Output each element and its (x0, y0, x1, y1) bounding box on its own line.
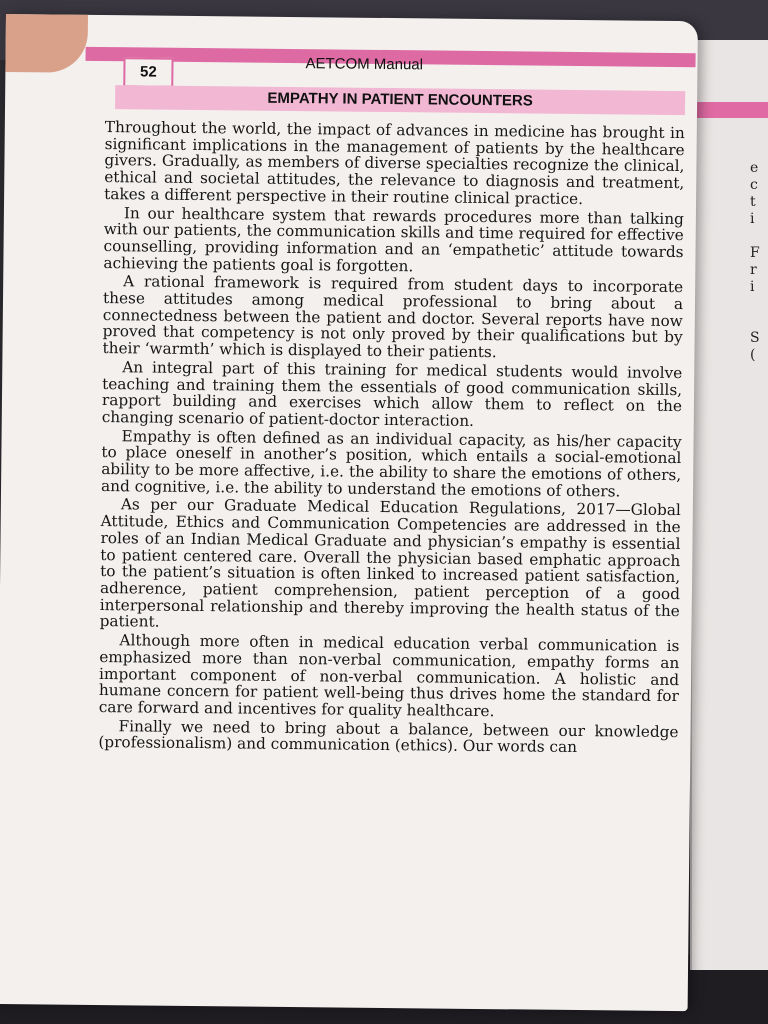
section-title: EMPATHY IN PATIENT ENCOUNTERS (115, 85, 685, 115)
book-page (0, 14, 698, 1011)
paragraph: An integral part of this training for medical students would involve teaching and training them the essentials of good communication skills, rapport building and exercises which allow them to reflect on the changing scenario of patient-doctor interaction. (101, 358, 683, 430)
paragraph: Although more often in medical education verbal communication is emphasized more than non-verbal communication, empathy forms an important component of non-verbal communication. A holistic and humane concern for patient well-being thus drives home the standard for care forward and incentives for quality healthcare. (98, 631, 680, 721)
paragraph: In our healthcare system that rewards procedures more than talking with our patients, the communication skills and time required for effective counselling, providing information and an ‘empathetic’ attitude towards achieving the patients goal is forgotten. (103, 203, 684, 275)
paragraph: Empathy is often defined as an individual capacity, as his/her capacity to place oneself in another’s position, which entails a social-emotional ability to be more affective, i.e. the ability to share the emotions of others, and cognitive, i.e. the ability to understand the emotions of others. (100, 426, 682, 501)
paragraph: A rational framework is required from student days to incorporate these attitudes among medical professional to bring about a connectedness between the patient and doctor. Several reports have now proved that competency is not only proved by their qualifications but by their ‘warmth’ which is displayed to their patients. (102, 272, 684, 362)
facing-page-band (692, 102, 768, 118)
running-title: AETCOM Manual (305, 55, 424, 74)
facing-page (690, 40, 768, 970)
paragraph: Throughout the world, the impact of advances in medicine has brought in significant implications in the management of patients by the healthcare givers. Gradually, as members of diverse specialties recognize the clinical, ethical and societal attitudes, the relevance to diagnosis and treatment, takes a different perspective in their routine clinical practice. (104, 118, 685, 208)
paragraph: Finally we need to bring about a balance, between our knowledge (professionalism) and communication (ethics). Our words can (98, 716, 679, 757)
body-text (98, 119, 685, 759)
facing-page-fragment: e c t i F r i S ( (750, 160, 760, 363)
paragraph: As per our Graduate Medical Education Regulations, 2017—Global Attitude, Ethics and Communication Competencies are addressed in the roles of an Indian Medical Graduate and physician’s empathy is essential to patient centered care. Overall the physician based emphatic approach to the patient’s situation is often linked to increased patient satisfaction, adherence, patient comprehension, patient perception of a good interpersonal relationship and thereby improving the health status of the patient. (99, 495, 681, 632)
thumb (5, 14, 88, 73)
page-number: 52 (123, 57, 173, 88)
